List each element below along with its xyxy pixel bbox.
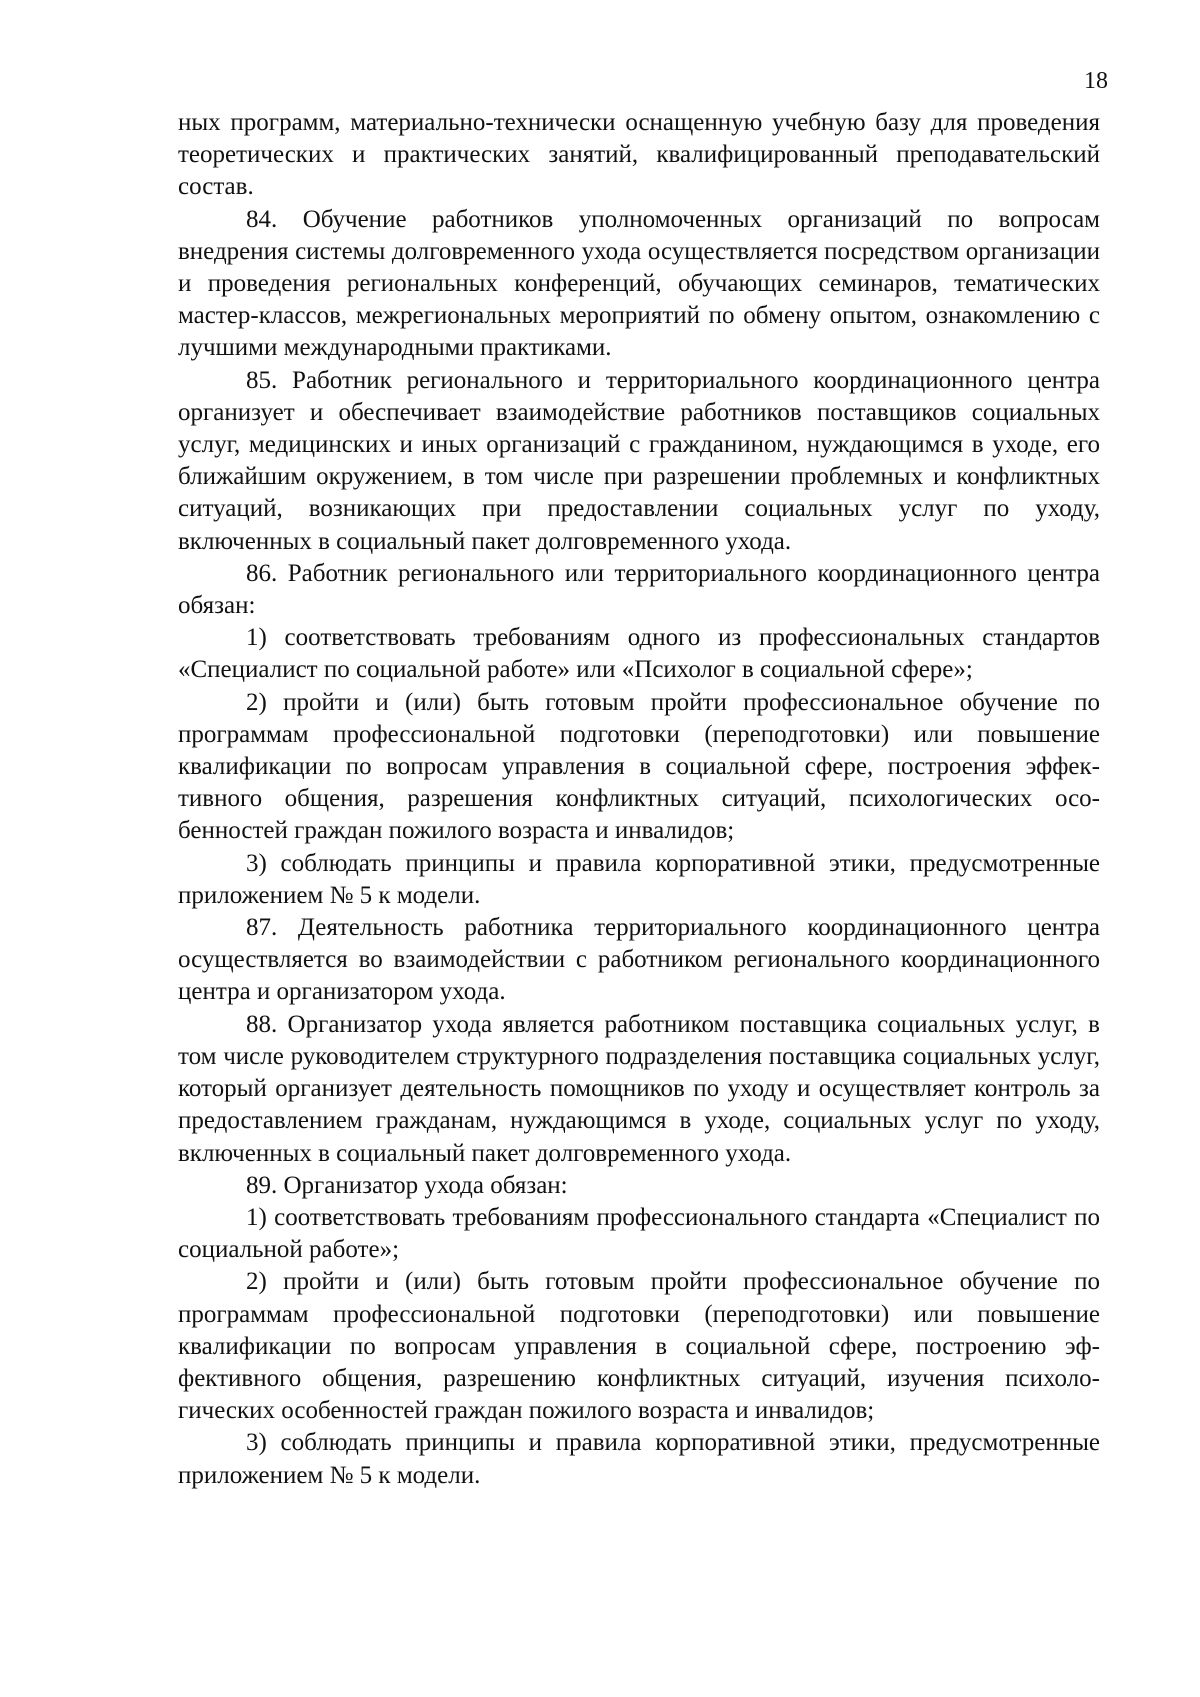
paragraph-85: 85. Работник регионального и территориального координационного центра организует и обеспечивает взаимодействие работников поставщиков социальных услуг, медицинских и иных организаций с гражданином, нуждающимся в уходе, его ближайшим окружением, в том числе при разрешении проблемных и конфликтных ситуаций, возникающих при предоставлении социальных услуг по уходу, включенных в социальный пакет долговременного ухода.: [178, 366, 1100, 555]
list-item-86-1: 1) соответствовать требованиям одного из профессиональных стандартов «Специалист по социальной работе» или «Психолог в социальной сфере»;: [178, 624, 1100, 684]
paragraph-89: 89. Организатор ухода обязан:: [246, 1171, 568, 1199]
paragraph-86: 86. Работник регионального или территориального координационного центра обязан:: [178, 559, 1100, 620]
page-number: 18: [1084, 68, 1108, 94]
list-item-86-2: 2) пройти и (или) быть готовым пройти профессиональное обучение по программам профессиональной подготовки (переподготовки) или повышение квалификации по вопросам управления в социальной сфере, построения эффективного общения, разрешения конфликтных ситуаций, психологических особенностей граждан пожилого возраста и инвалидов;: [178, 688, 1100, 845]
list-item-89-1: 1) соответствовать требованиям профессионального стандарта «Специалист по социальной работе»;: [178, 1203, 1100, 1264]
paragraph-88: 88. Организатор ухода является работником поставщика социальных услуг, в том числе руководителем структурного подразделения поставщика социальных услуг, который организует деятельность помощников по уходу и осуществляет контроль за предоставлением гражданам, нуждающимся в уходе, социальных услуг по уходу, включенных в социальный пакет долговременного ухода.: [178, 1010, 1100, 1167]
document-body: [178, 107, 1100, 1492]
paragraph-84: 84. Обучение работников уполномоченных организаций по вопросам внедрения системы долговременного ухода осуществляется посредством организации и проведения региональных конференций, обучающих семинаров, тематических мастер-классов, межрегиональных мероприятий по обмену опытом, ознакомлению с лучшими международными практиками.: [178, 205, 1100, 362]
list-item-89-3: 3) соблюдать принципы и правила корпоративной этики, предусмотренные приложением № 5 к модели.: [178, 1429, 1100, 1489]
paragraph-continuation: ных программ, материально-технически оснащенную учебную базу для проведения теоретических и практических занятий, квалифицированный преподавательский состав.: [178, 109, 1100, 201]
paragraph-87: 87. Деятельность работника территориального координационного центра осуществляется во взаимодействии с работником регионального координационного центра и организатором ухода.: [178, 914, 1100, 1006]
list-item-89-2: 2) пройти и (или) быть готовым пройти профессиональное обучение по программам профессиональной подготовки (переподготовки) или повышение квалификации по вопросам управления в социальной сфере, построению эффективного общения, разрешению конфликтных ситуаций, изучения психологических особенностей граждан пожилого возраста и инвалидов;: [178, 1268, 1100, 1425]
list-item-86-3: 3) соблюдать принципы и правила корпоративной этики, предусмотренные приложением № 5 к модели.: [178, 849, 1100, 909]
